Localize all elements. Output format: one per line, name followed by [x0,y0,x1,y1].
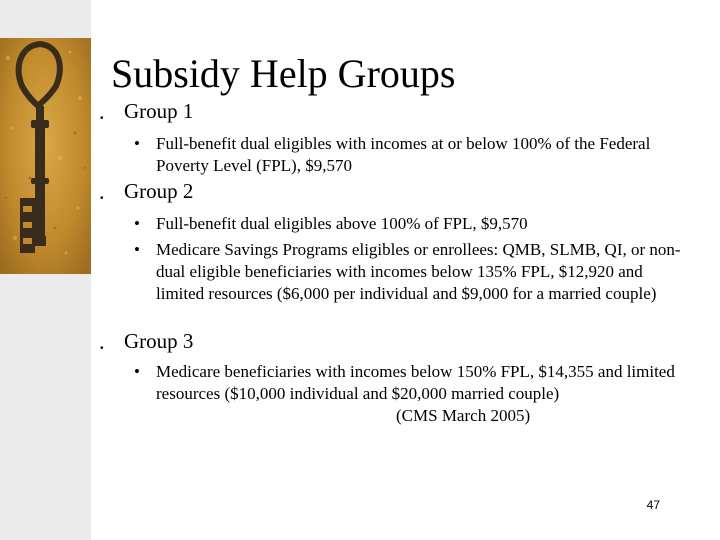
group-3-bullet: • [100,343,104,354]
bullet-dot: • [134,134,140,153]
group-3-label: Group 3 [124,329,194,353]
bullet-dot: • [134,240,140,259]
group-3-item-1 [134,361,694,427]
group-3-item-text: Medicare beneficiaries with incomes below 150% FPL, $14,355 and limited resources ($10,000 individual and $20,000 married couple) [156,362,675,403]
bullet-dot: • [134,362,140,381]
antique-key-icon [0,38,91,274]
group-1-item-1: • Full-benefit dual eligibles with incomes at or below 100% of the Federal Poverty Level (FPL), $9,570 [134,134,651,175]
group-1-bullet: • [100,113,104,124]
citation: (CMS March 2005) [396,406,531,425]
group-2-bullet: • [100,193,104,204]
page-number: 47 [646,498,660,512]
group-2-item-1: • Full-benefit dual eligibles above 100% of FPL, $9,570 [134,214,528,233]
group-2-label: Group 2 [124,179,194,203]
group-1-label: Group 1 [124,99,194,123]
bullet-dot: • [134,214,140,233]
group-2-item-2: • Medicare Savings Programs eligibles or enrollees: QMB, SLMB, QI, or non-dual eligible beneficiaries with incomes below 135% FPL, $12,920 and limited resources ($6,000 per individual and $9,000 for a married couple) [134,240,681,303]
key-photo [0,38,91,274]
slide-title: Subsidy Help Groups [111,51,456,96]
